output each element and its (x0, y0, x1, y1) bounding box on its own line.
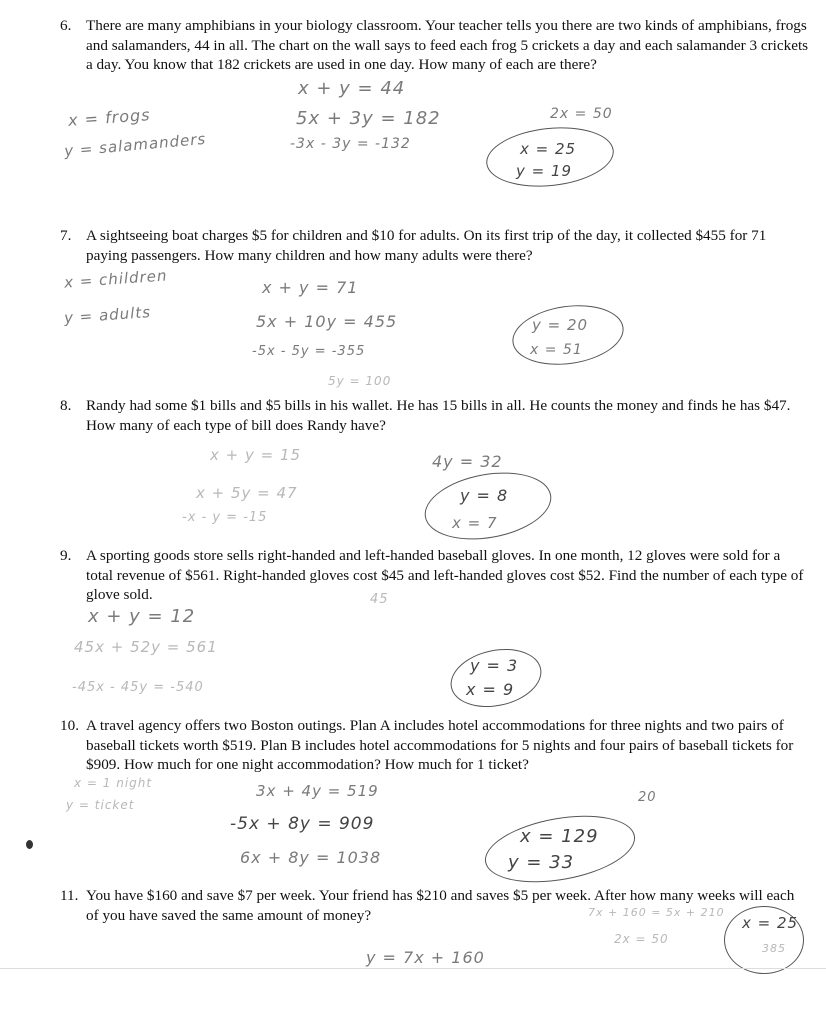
answer-y: y = 8 (460, 486, 509, 505)
page-edge (0, 968, 826, 969)
problem-number: 9. (60, 547, 72, 564)
answer-x: x = 7 (452, 514, 498, 532)
work-eq1: x + y = 12 (88, 606, 196, 627)
punch-hole-mark (26, 840, 33, 849)
answer-y: y = 33 (508, 852, 575, 873)
problem-9 (60, 546, 810, 605)
answer-circle (509, 298, 628, 371)
work-eq1: x + y = 15 (210, 446, 302, 464)
problem-number: 8. (60, 397, 72, 414)
work-side: 20 (638, 790, 657, 805)
answer-y: y = 20 (532, 316, 589, 334)
problem-text: A sightseeing boat charges $5 for children and $10 for adults. On its first trip of the day, it collected $455 for 71 paying passengers. How many children and how many adults were there? (86, 227, 767, 264)
work-eq2: x + 5y = 47 (196, 484, 298, 502)
work-eq3: -5x - 5y = -355 (252, 344, 366, 359)
work-var-y: y = adults (63, 302, 152, 328)
work-line: y = 7x + 160 (366, 948, 485, 967)
work-eq2: -5x + 8y = 909 (230, 814, 375, 834)
problem-7 (60, 226, 810, 265)
work-var-x: x = children (63, 266, 169, 292)
answer-circle (419, 463, 556, 548)
work-var-y: y = ticket (66, 798, 135, 812)
work-step: 2x = 50 (550, 106, 613, 122)
problem-number: 7. (60, 227, 72, 244)
answer-x: x = 9 (466, 680, 515, 699)
answer-circle (445, 641, 547, 715)
answer-circle (480, 805, 640, 892)
work-check: 385 (762, 942, 786, 955)
work-side: 45 (370, 592, 389, 607)
answer-x: x = 25 (520, 140, 577, 158)
problem-text: There are many amphibians in your biology classroom. Your teacher tells you there are two kinds of amphibians, frogs and salamanders, 44 in all. The chart on the wall says to feed each frog 5 crickets a day and each salamander 3 crickets a day. You know that 182 crickets are used in one day. How many of each are there? (86, 17, 809, 73)
work-var-x: x = frogs (67, 105, 152, 130)
work-eq3: 6x + 8y = 1038 (240, 848, 382, 867)
answer-x: x = 51 (530, 342, 583, 358)
problem-number: 10. (60, 717, 79, 734)
work-eq2: 45x + 52y = 561 (74, 638, 218, 656)
problem-text: You have $160 and save $7 per week. Your friend has $210 and saves $5 per week. After how many weeks will each of you have saved the same amount of money? (86, 887, 795, 924)
work-eq1: x + y = 71 (262, 278, 359, 297)
work-eq1: x + y = 44 (298, 78, 406, 99)
work-step: 4y = 32 (432, 452, 503, 471)
work-eq3: -3x - 3y = -132 (290, 136, 411, 152)
answer-y: y = 19 (516, 162, 573, 180)
work-eq2: 5x + 10y = 455 (256, 312, 398, 331)
problem-8 (60, 396, 810, 435)
work-var-x: x = 1 night (74, 776, 153, 790)
problem-text: A sporting goods store sells right-handed and left-handed baseball gloves. In one month, 12 gloves were sold for a total revenue of $561. Right-handed gloves cost $45 and left-handed gloves cost $52. Find the number of each type of glove sold. (86, 547, 804, 603)
answer-y: y = 3 (470, 656, 519, 675)
work-eq1: 7x + 160 = 5x + 210 (588, 906, 725, 919)
work-eq3: -45x - 45y = -540 (72, 680, 204, 695)
work-step: 2x = 50 (614, 932, 669, 946)
work-var-y: y = salamanders (63, 129, 207, 161)
problem-number: 6. (60, 17, 72, 34)
problem-text: A travel agency offers two Boston outings. Plan A includes hotel accommodations for three nights and two pairs of baseball tickets worth $519. Plan B includes hotel accommodations for 5 nights and four pairs of baseball tickets for $909. How much for one night accommodation? How much for 1 ticket? (86, 717, 794, 773)
work-step: 5y = 100 (328, 374, 392, 388)
answer-x: x = 129 (520, 826, 599, 847)
problem-10 (60, 716, 810, 775)
problem-text: Randy had some $1 bills and $5 bills in his wallet. He has 15 bills in all. He counts the money and finds he has $47. How many of each type of bill does Randy have? (86, 397, 791, 434)
problem-number: 11. (60, 887, 79, 904)
work-eq1: 3x + 4y = 519 (256, 782, 379, 800)
work-eq2: 5x + 3y = 182 (296, 108, 441, 129)
work-eq3: -x - y = -15 (182, 510, 268, 525)
problem-6 (60, 16, 810, 75)
answer: x = 25 (742, 914, 799, 932)
